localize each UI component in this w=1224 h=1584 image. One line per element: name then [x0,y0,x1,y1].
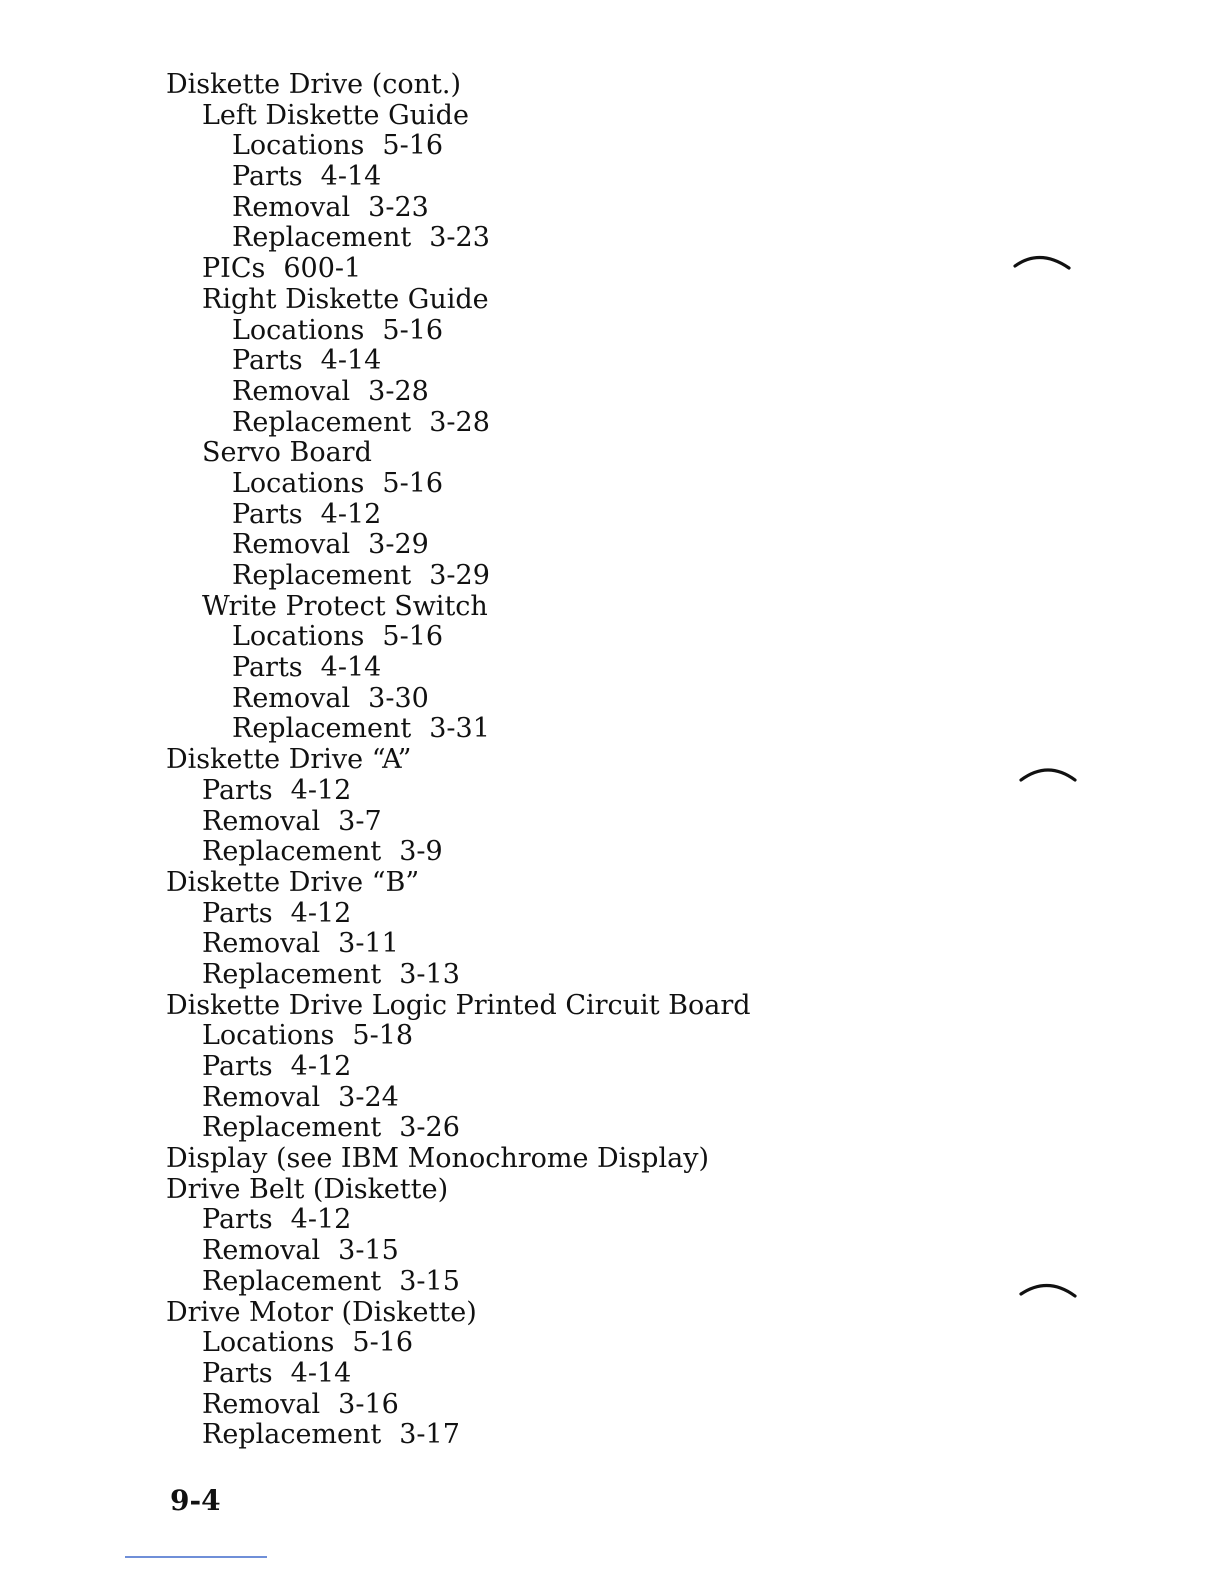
index-page-ref: 600-1 [283,253,362,285]
index-page-ref: 3-15 [399,1265,460,1297]
index-term: Locations [232,314,365,346]
index-entry [166,1113,866,1144]
index-page-ref: 5-16 [382,467,444,499]
index-term: Servo Board [202,437,372,469]
index-entry [166,131,866,162]
index-entry [166,469,866,500]
index-term: Drive Motor (Diskette) [166,1296,477,1328]
index-term: Locations [202,1020,335,1052]
index-entry [166,223,866,254]
index-entry [166,592,866,623]
index-entry [166,1390,866,1421]
index-entry [166,346,866,377]
index-page-ref: 5-16 [382,130,444,162]
index-entry [166,530,866,561]
index-page-ref: 4-12 [320,498,382,530]
index-entry [166,1175,866,1206]
index-page-ref: 3-23 [429,222,490,254]
index-term: Removal [202,1081,321,1113]
index-entry [166,408,866,439]
index-page-ref: 3-29 [368,529,429,561]
index-entry [166,991,866,1022]
index-term: Parts [232,161,303,193]
index-page-ref: 3-24 [338,1081,399,1113]
index-term: Locations [232,621,365,653]
index-entry [166,1298,866,1329]
index-term: Left Diskette Guide [202,99,469,131]
index-page-ref: 3-15 [338,1235,399,1267]
index-term: Removal [232,682,351,714]
index-page-ref: 5-16 [382,621,444,653]
index-entry [166,1236,866,1267]
index-term: Replacement [202,1419,382,1451]
index-term: Removal [202,928,321,960]
index-entry [166,162,866,193]
index-entry [166,377,866,408]
index-term: Removal [232,529,351,561]
index-entry [166,316,866,347]
index-term: Right Diskette Guide [202,283,489,315]
index-term: Removal [202,805,321,837]
index-term: Parts [202,774,273,806]
index-entry [166,101,866,132]
index-term: Display (see IBM Monochrome Display) [166,1143,709,1175]
index-page-ref: 3-29 [429,560,490,591]
index-term: Parts [232,652,303,684]
index-entry [166,438,866,469]
index-term: Replacement [202,1265,382,1297]
index-page-ref: 3-7 [338,805,382,837]
binder-hole-mark-icon [1018,1272,1078,1302]
index-page-ref: 3-16 [338,1388,399,1420]
index-entry [166,1021,866,1052]
index-entry [166,960,866,991]
index-term: Locations [232,130,365,162]
index-entry [166,837,866,868]
binder-hole-mark-icon [1018,758,1078,788]
index-page-ref: 4-12 [290,897,352,929]
index-page-ref: 4-14 [320,652,382,684]
index-entry [166,622,866,653]
index-page-ref: 3-28 [368,375,429,407]
index-page-ref: 5-18 [352,1020,414,1052]
index-term: Locations [232,467,365,499]
index-term: Parts [202,1357,273,1389]
index-page-ref: 3-17 [399,1419,460,1451]
index-term: Parts [232,498,303,530]
index-page-ref: 3-28 [429,406,490,438]
index-entry [166,776,866,807]
index-entry [166,653,866,684]
index-page-ref: 3-9 [399,836,443,868]
index-term: Parts [202,897,273,929]
index-term: Parts [232,345,303,377]
index-page-ref: 3-13 [399,958,460,990]
index-term: Write Protect Switch [202,590,488,622]
index-term: Diskette Drive (cont.) [166,69,462,100]
index-entry [166,561,866,592]
index-term: Diskette Drive “A” [166,744,412,776]
index-term: Diskette Drive “B” [166,866,420,898]
index-entry [166,1052,866,1083]
index-term: Replacement [232,406,412,438]
index-page-ref: 4-14 [320,161,382,193]
index-entry [166,70,866,101]
index-term: Replacement [232,560,412,591]
index-term: Locations [202,1327,335,1359]
index-entry [166,714,866,745]
index-page-ref: 3-11 [338,928,399,960]
index-page-ref: 3-31 [429,713,490,745]
index-entry [166,1359,866,1390]
index-entry [166,1267,866,1298]
index-term: Replacement [202,1112,382,1144]
index-term: Replacement [202,958,382,990]
index-term: Removal [202,1235,321,1267]
index-entry [166,193,866,224]
index-term: Replacement [202,836,382,868]
index-entry [166,1328,866,1359]
index-entry [166,684,866,715]
index-entry [166,868,866,899]
index-entry [166,1083,866,1114]
index-entry [166,807,866,838]
binder-hole-mark-icon [1012,246,1072,276]
index-page-ref: 4-14 [320,345,382,377]
index-term: Replacement [232,222,412,254]
index-term: Replacement [232,713,412,745]
index-entry [166,500,866,531]
index-page-ref: 4-12 [290,1051,352,1082]
index-term: Diskette Drive Logic Printed Circuit Board [166,989,751,1021]
index-term: Removal [202,1388,321,1420]
index-page-ref: 4-14 [290,1357,352,1389]
index-term: Drive Belt (Diskette) [166,1173,449,1205]
index-term: Removal [232,191,351,223]
index-entry [166,254,866,285]
index-page-ref: 4-12 [290,1204,352,1236]
index-entry [166,929,866,960]
page-number: 9-4 [170,1484,221,1517]
index-term: PICs [202,253,266,285]
index-entry [166,1205,866,1236]
index-page-ref: 3-26 [399,1112,460,1144]
index-term: Parts [202,1051,273,1082]
index-term: Removal [232,375,351,407]
index-page-ref: 3-30 [368,682,429,714]
index-entry [166,899,866,930]
index-entry [166,285,866,316]
index-term: Parts [202,1204,273,1236]
index-page-ref: 5-16 [382,314,444,346]
index-page-ref: 5-16 [352,1327,414,1359]
index-entry [166,1420,866,1451]
index-entry [166,1144,866,1175]
index-page-ref: 3-23 [368,191,429,223]
scan-edge-line [125,1556,267,1558]
index-entry [166,745,866,776]
index-list [166,70,866,1451]
index-page-ref: 4-12 [290,774,352,806]
